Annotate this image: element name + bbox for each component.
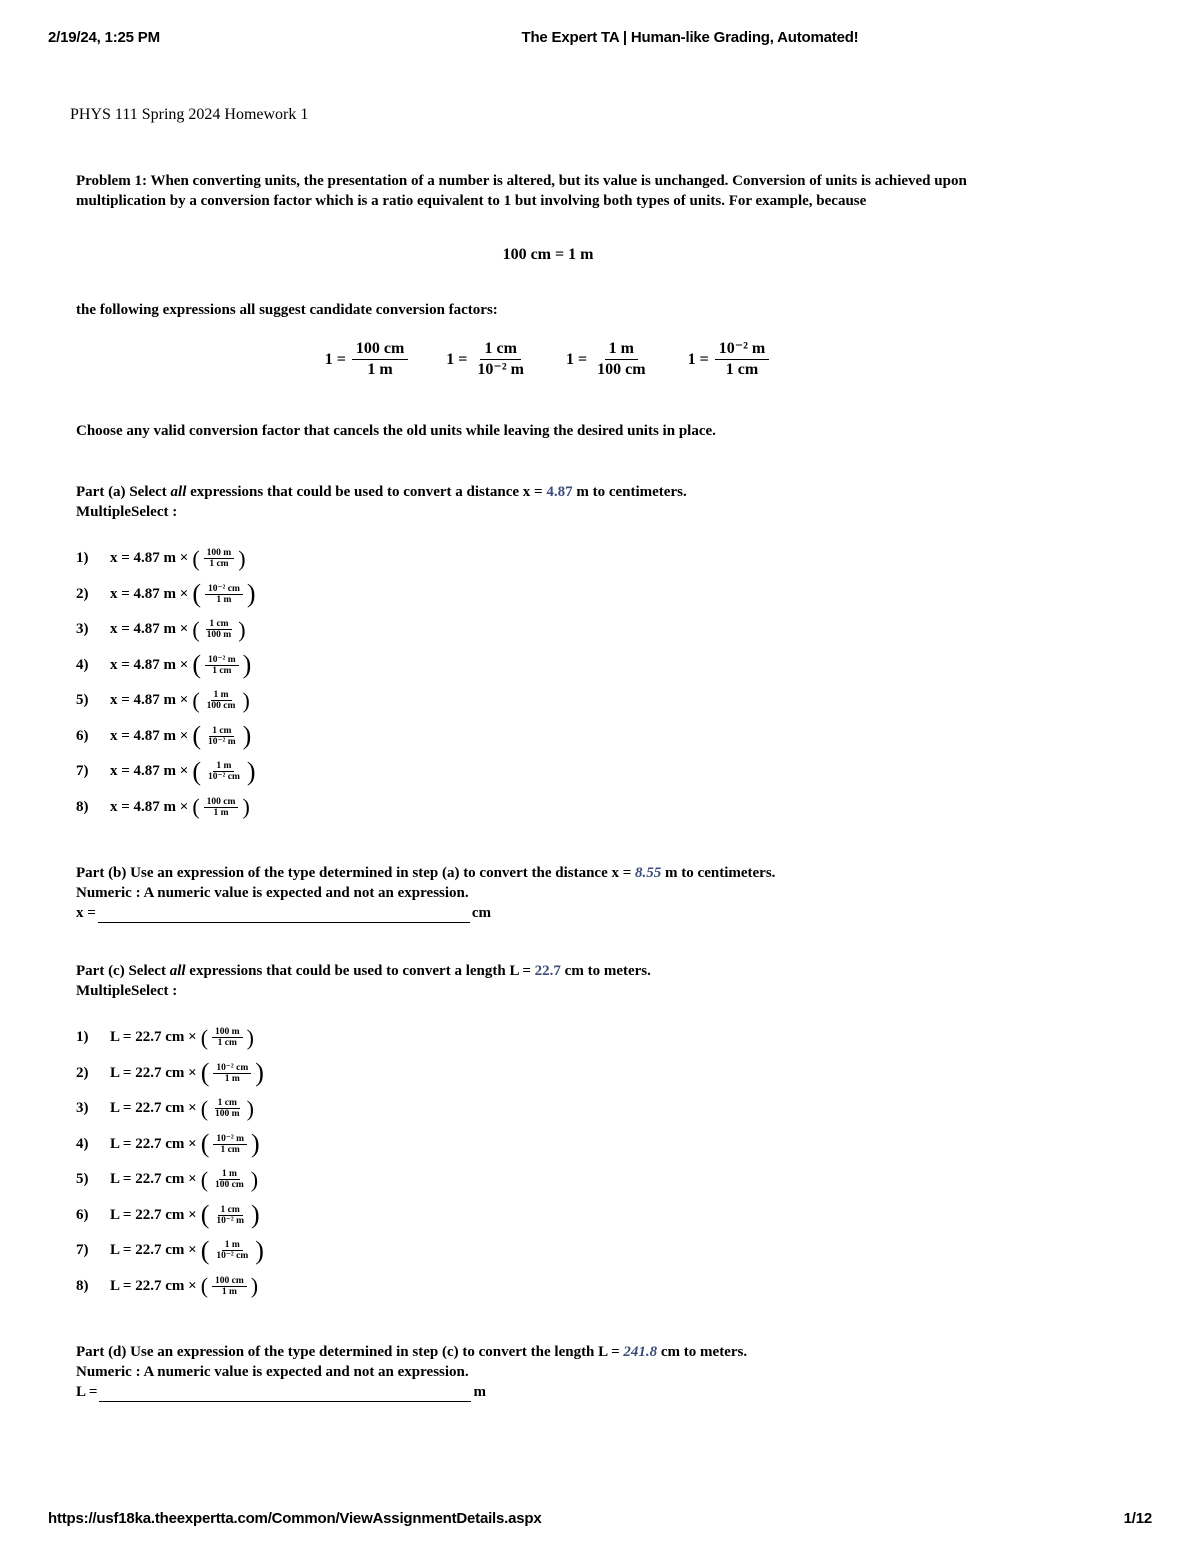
instruction-text: Choose any valid conversion factor that cancels the old units while leaving the desired units in place. — [76, 423, 716, 439]
part-a-option[interactable]: 6) x = 4.87 m × ( $\frac{1 cm}{\text{10⁻² m}}$ ) — [76, 721, 252, 751]
print-url: https://usf18ka.theexpertta.com/Common/ViewAssignmentDetails.aspx — [48, 1510, 542, 1527]
part-c-option[interactable]: 5) L = 22.7 cm × ( $\frac{1 m}{100 cm}$ ) — [76, 1166, 259, 1192]
part-c-option[interactable]: 2) L = 22.7 cm × ( $\frac{\text{10⁻² cm}}{1 m}$ ) — [76, 1058, 264, 1088]
part-d-prompt: Part (d) Use an expression of the type determined in step (c) to convert the length L = 241.8 cm to meters. Numeric : A numeric value is expected and not an expression. L = m — [76, 1344, 748, 1400]
part-c-option[interactable]: 4) L = 22.7 cm × ( $\frac{\text{10⁻² m}}{1 cm}$ ) — [76, 1129, 260, 1159]
conversion-factor: 1 = $\frac{\text{10⁻² m}}{1 cm}$ — [688, 340, 772, 379]
part-b-value: 8.55 — [635, 865, 662, 881]
part-b-label: Part (b) — [76, 865, 127, 881]
part-a-option[interactable]: 5) x = 4.87 m × ( $\frac{1 m}{100 cm}$ ) — [76, 687, 250, 713]
conversion-factors — [0, 340, 1096, 379]
part-c-option[interactable]: 8) L = 22.7 cm × ( $\frac{100 cm}{1 m}$ ) — [76, 1273, 259, 1299]
part-c-option[interactable]: 3) L = 22.7 cm × ( $\frac{1 cm}{100 m}$ ) — [76, 1095, 254, 1121]
part-a-value: 4.87 — [546, 484, 573, 500]
part-c-label: Part (c) — [76, 963, 125, 979]
part-b-prompt: Part (b) Use an expression of the type determined in step (a) to convert the distance x = 8.55 m to centimeters. Numeric : A numeric value is expected and not an expression. x = cm — [76, 865, 776, 921]
part-a-option[interactable]: 4) x = 4.87 m × ( $\frac{\text{10⁻² m}}{1 cm}$ ) — [76, 650, 252, 680]
print-timestamp: 2/19/24, 1:25 PM — [48, 29, 160, 46]
part-a-option[interactable]: 7) x = 4.87 m × ( $\frac{1 m}{\text{10⁻² cm}}$ ) — [76, 756, 256, 786]
part-a-label: Part (a) — [76, 484, 126, 500]
part-b-answer-field[interactable] — [98, 906, 470, 923]
print-page-number: 1/12 — [1123, 1510, 1152, 1527]
problem-intro-text: When converting units, the presentation of a number is altered, but its value is unchanged. Conversion of units is achieved upon multiplication by a conversion factor which is a ratio equivalent to 1 but involving both types of units. For example, because — [76, 173, 967, 209]
part-c-option[interactable]: 6) L = 22.7 cm × ( $\frac{1 cm}{\text{10⁻² m}}$ ) — [76, 1200, 260, 1230]
part-c-option[interactable]: 7) L = 22.7 cm × ( $\frac{1 m}{\text{10⁻² cm}}$ ) — [76, 1235, 264, 1265]
part-c-prompt: Part (c) Select all expressions that could be used to convert a length L = 22.7 cm to meters. MultipleSelect : — [76, 963, 651, 999]
part-c-value: 22.7 — [534, 963, 561, 979]
part-c-type: MultipleSelect — [76, 983, 169, 999]
part-a-option[interactable]: 1) x = 4.87 m × ( $\frac{100 m}{1 cm}$ ) — [76, 545, 246, 571]
part-d-answer-field[interactable] — [99, 1385, 471, 1402]
conversion-factor: 1 = $\frac{1 cm}{\text{10⁻² m}}$ — [446, 340, 524, 378]
part-a-options — [76, 541, 256, 825]
part-a-option[interactable]: 3) x = 4.87 m × ( $\frac{1 cm}{100 m}$ ) — [76, 616, 246, 642]
part-a-prompt: Part (a) Select all expressions that could be used to convert a distance x = 4.87 m to centimeters. MultipleSelect : — [76, 484, 687, 520]
part-a-type: MultipleSelect — [76, 504, 169, 520]
problem-intro — [76, 171, 1016, 211]
part-d-type: Numeric — [76, 1364, 132, 1380]
example-equation: 100 cm = 1 m — [502, 246, 594, 263]
conversion-factor: 1 = $\frac{100 cm}{1 m}$ — [325, 340, 411, 379]
part-c-options — [76, 1020, 264, 1304]
print-site-title: The Expert TA | Human-like Grading, Automated! — [521, 29, 859, 46]
part-d-value: 241.8 — [623, 1344, 658, 1360]
part-a-option[interactable]: 2) x = 4.87 m × ( $\frac{\text{10⁻² cm}}{1 m}$ ) — [76, 579, 256, 609]
part-c-option[interactable]: 1) L = 22.7 cm × ( $\frac{100 m}{1 cm}$ ) — [76, 1024, 254, 1050]
part-a-option[interactable]: 8) x = 4.87 m × ( $\frac{100 cm}{1 m}$ ) — [76, 794, 250, 820]
part-d-label: Part (d) — [76, 1344, 127, 1360]
conversion-factor: 1 = $\frac{1 m}{100 cm}$ — [566, 340, 646, 378]
course-title: PHYS 111 Spring 2024 Homework 1 — [70, 106, 309, 123]
problem-label: Problem 1: — [76, 173, 147, 189]
part-b-type: Numeric — [76, 885, 132, 901]
following-text: the following expressions all suggest candidate conversion factors: — [76, 302, 498, 318]
